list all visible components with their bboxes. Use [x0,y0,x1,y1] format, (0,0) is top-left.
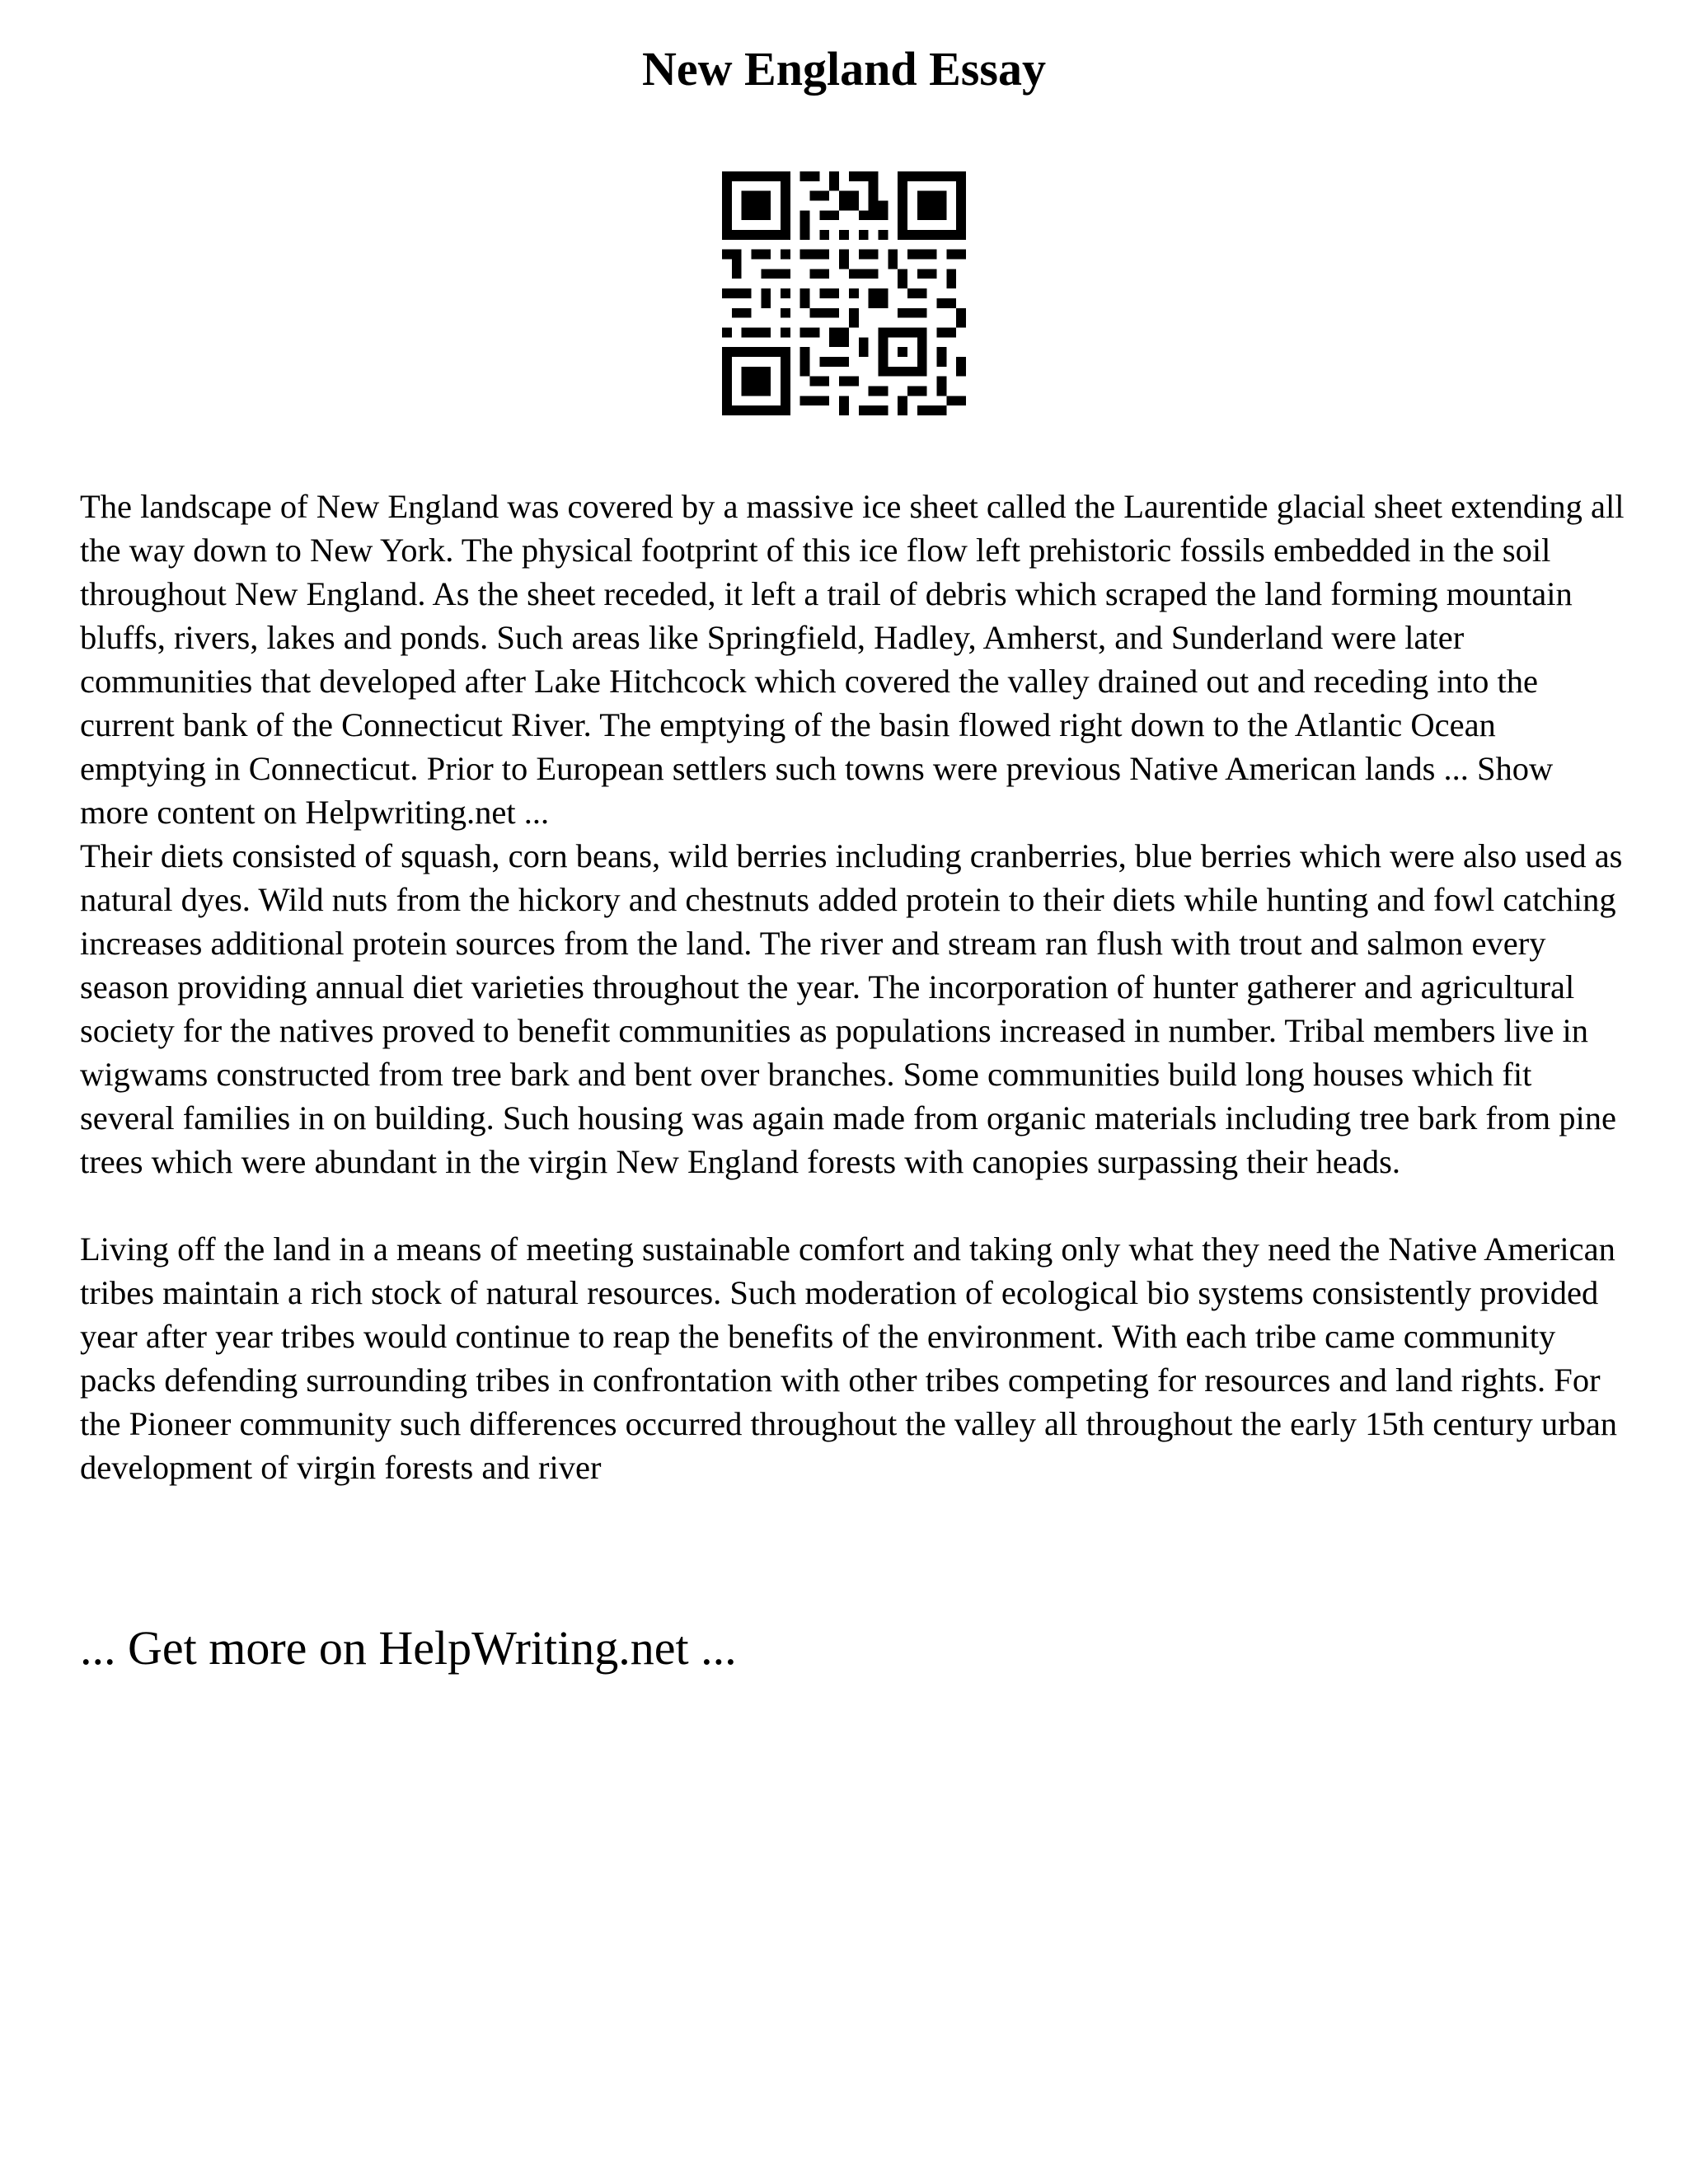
paragraph-3: Living off the land in a means of meeting sustainable comfort and taking only what they need the Native American tribes maintain a rich stock of natural resources. Such moderation of ecological bio systems consistently provided year after year tribes would continue to reap the benefits of the environment. With each tribe came community packs defending surrounding tribes in confrontation with other tribes competing for resources and land rights. For the Pioneer community such differences occurred throughout the valley all throughout the early 15th century urban development of virgin forests and river [80,1230,1618,1486]
paragraph-1: The landscape of New England was covered by a massive ice sheet called the Laurentide glacial sheet extending all the way down to New York. The physical footprint of this ice flow left prehistoric fossils embedded in the soil throughout New England. As the sheet receded, it left a trail of debris which scraped the land forming mountain bluffs, rivers, lakes and ponds. Such areas like Springfield, Hadley, Amherst, and Sunderland were later communities that developed after Lake Hitchcock which covered the valley drained out and receding into the current bank of the Connecticut River. The emptying of the basin flowed right down to the Atlantic Ocean emptying in Connecticut. Prior to European settlers such towns were previous Native American lands ... Show more content on Helpwriting.net ... [80,488,1625,831]
paragraph-2: Their diets consisted of squash, corn beans, wild berries including cranberries, blue berries which were also used as natural dyes. Wild nuts from the hickory and chestnuts added protein to their diets while hunting and fowl catching increases additional protein sources from the land. The river and stream ran flush with trout and salmon every season providing annual diet varieties throughout the year. The incorporation of hunter gatherer and agricultural society for the natives proved to benefit communities as populations increased in number. Tribal members live in wigwams constructed from tree bark and bent over branches. Some communities build long houses which fit several families in on building. Such housing was again made from organic materials including tree bark from pine trees which were abundant in the virgin New England forests with canopies surpassing their heads. [80,837,1623,1180]
essay-body [80,485,1629,1489]
qr-code-icon [722,171,966,415]
get-more-link[interactable]: ... Get more on HelpWriting.net ... [80,1621,737,1675]
qr-code-graphic [722,171,966,415]
page-title: New England Essay [642,42,1046,96]
